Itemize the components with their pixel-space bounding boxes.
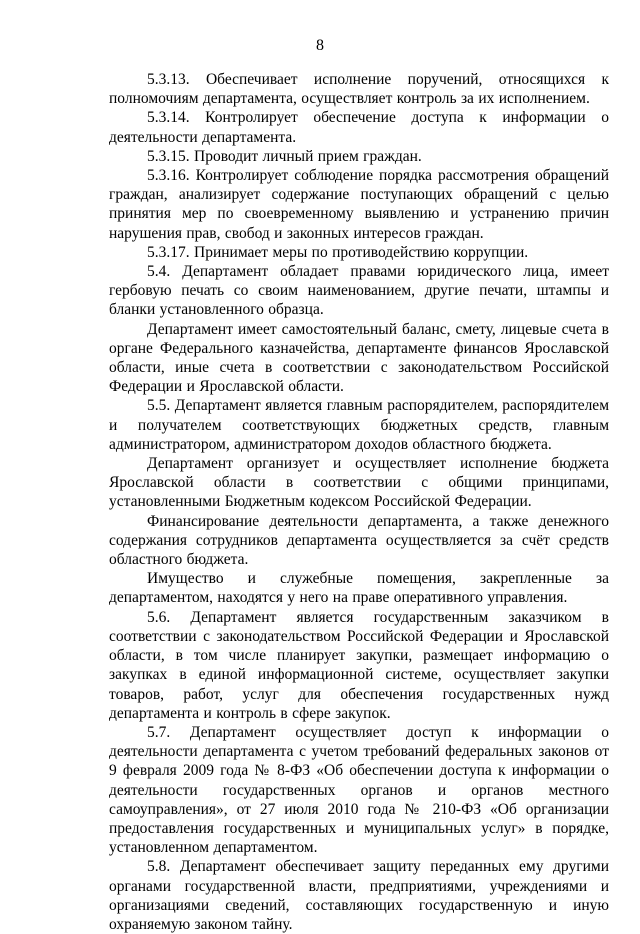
paragraph-5-7: 5.7. Департамент осуществляет доступ к информации о деятельности департамента с учетом требований федеральных законов от 9 февраля 2009 года № 8-ФЗ «Об обеспечении доступа к информации о деятельности государственных органов и органов местного самоуправления», от 27 июля 2010 года № 210-ФЗ «Об организации предоставления государственных и муниципальных услуг» в порядке, установленном департаментом. xyxy=(109,723,609,857)
paragraph-5-3-15: 5.3.15. Проводит личный прием граждан. xyxy=(147,147,422,165)
paragraph-5-5-financing: Финансирование деятельности департамента, а также денежного содержания сотрудников департамента осуществляется за счёт средств областного бюджета. xyxy=(109,512,609,569)
paragraph-5-3-17: 5.3.17. Принимает меры по противодействию коррупции. xyxy=(147,243,529,261)
paragraph-5-5: 5.5. Департамент является главным распорядителем, распорядителем и получателем соответствующих бюджетных средств, главным администратором, администратором доходов областного бюджета. xyxy=(109,397,609,453)
page-number: 8 xyxy=(316,37,324,54)
paragraph-5-6: 5.6. Департамент является государственным заказчиком в соответствии с законодательством Российской Федерации и Ярославской области, в том числе планирует закупки, размещает информацию о закупках в единой информационной системе, осуществляет закупки товаров, работ, услуг для обеспечения государственных нужд департамента и контроль в сфере закупок. xyxy=(109,608,609,722)
paragraph-5-5-property: Имущество и служебные помещения, закрепленные за департаментом, находятся у него на праве оперативного управления. xyxy=(109,570,609,607)
paragraph-5-4-balance: Департамент имеет самостоятельный баланс, смету, лицевые счета в органе Федерального казначейства, департаменте финансов Ярославской области, иные счета в соответствии с законодательством Российской Федерации и Ярославской области. xyxy=(109,320,609,396)
paragraph-5-3-16: 5.3.16. Контролирует соблюдение порядка рассмотрения обращений граждан, анализирует содержание поступающих обращений с целью принятия мер по своевременному выявлению и устранению причин нарушения прав, свобод и законных интересов граждан. xyxy=(109,167,609,242)
paragraph-5-5-budget: Департамент организует и осуществляет исполнение бюджета Ярославской области в соответствии с общими принципами, установленными Бюджетным кодексом Российской Федерации. xyxy=(109,455,609,511)
paragraph-5-8: 5.8. Департамент обеспечивает защиту переданных ему другими органами государственной власти, предприятиями, учреждениями и организациями сведений, составляющих государственную и иную охраняемую законом тайну. xyxy=(109,858,609,933)
document-body xyxy=(109,70,609,934)
paragraph-5-3-14: 5.3.14. Контролирует обеспечение доступа к информации о деятельности департамента. xyxy=(109,109,609,146)
paragraph-5-4: 5.4. Департамент обладает правами юридического лица, имеет гербовую печать со своим наименованием, другие печати, штампы и бланки установленного образца. xyxy=(109,263,609,319)
paragraph-5-3-13: 5.3.13. Обеспечивает исполнение поручений, относящихся к полномочиям департамента, осуществляет контроль за их исполнением. xyxy=(109,71,609,108)
